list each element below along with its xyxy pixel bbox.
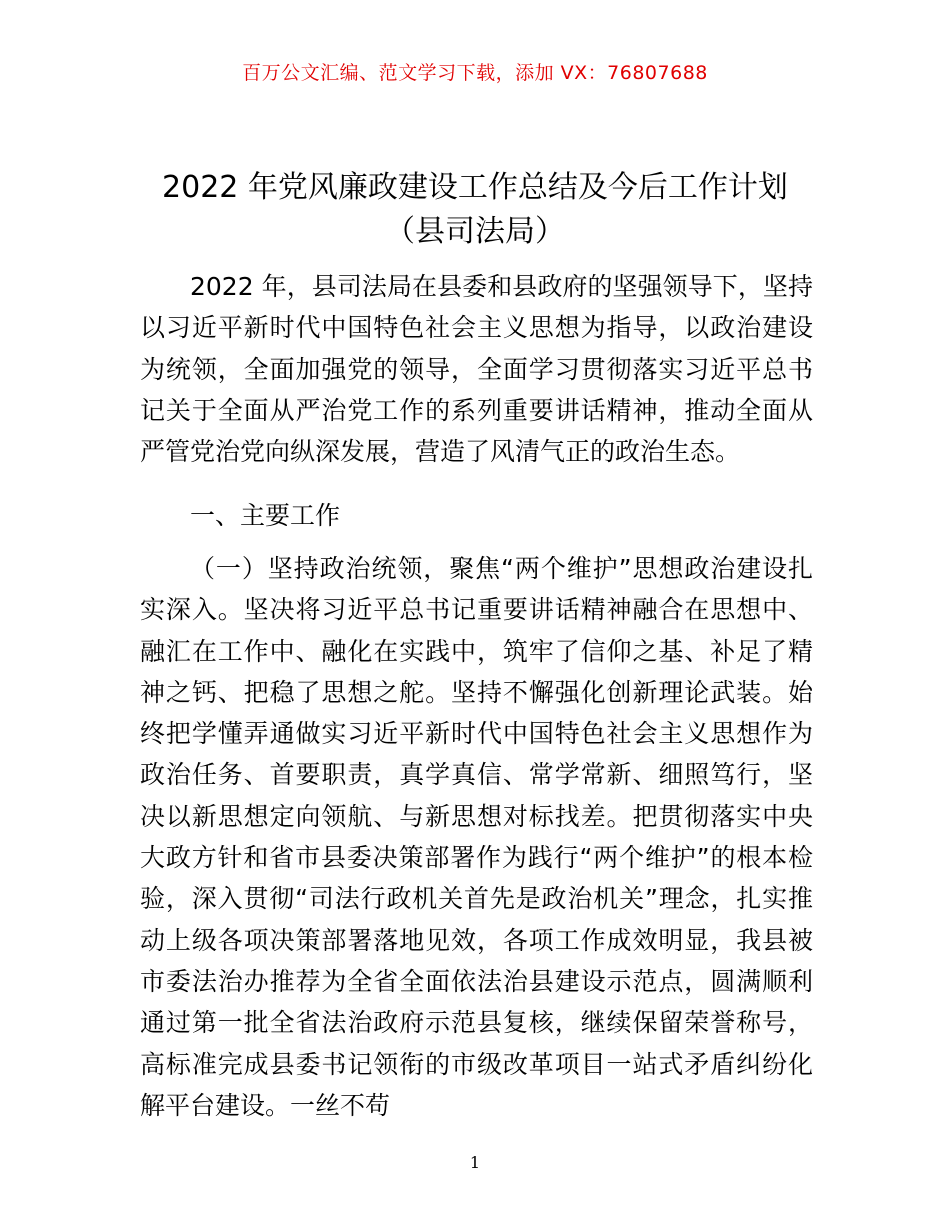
title-line-1: 2022 年党风廉政建设工作总结及今后工作计划 (162, 170, 788, 205)
page-number: 1 (469, 1153, 481, 1172)
section-paragraph: （一）坚持政治统领，聚焦“两个维护”思想政治建设扎实深入。坚决将习近平总书记重要讲话精神融合在思想中、融汇在工作中、融化在实践中，筑牢了信仰之基、补足了精神之钙、把稳了思想之舵。坚持不懈强化创新理论武装。始终把学懂弄通做实习近平新时代中国特色社会主义思想作为政治任务、首要职责，真学真信、常学常新、细照笃行，坚决以新思想定向领航、与新思想对标找差。把贯彻落实中央大政方针和省市县委决策部署作为践行“两个维护”的根本检验，深入贯彻“司法行政机关首先是政治机关”理念，扎实推动上级各项决策部署落地见效，各项工作成效明显，我县被市委法治办推荐为全省全面依法治县建设示范点，圆满顺利通过第一批全省法治政府示范县复核，继续保留荣誉称号，高标准完成县委书记领衔的市级改革项目一站式矛盾纠纷化解平台建设。一丝不苟 (140, 554, 813, 1120)
header-watermark-text: 百万公文汇编、范文学习下载，添加 VX：76807688 (242, 62, 708, 84)
intro-paragraph: 2022 年，县司法局在县委和县政府的坚强领导下，坚持以习近平新时代中国特色社会主义思想为指导，以政治建设为统领，全面加强党的领导，全面学习贯彻落实习近平总书记关于全面从严治党工作的系列重要讲话精神，推动全面从严管党治党向纵深发展，营造了风清气正的政治生态。 (140, 272, 813, 467)
title-line-2: （县司法局） (385, 214, 565, 249)
document-title (0, 166, 950, 254)
section-heading: 一、主要工作 (190, 501, 341, 530)
